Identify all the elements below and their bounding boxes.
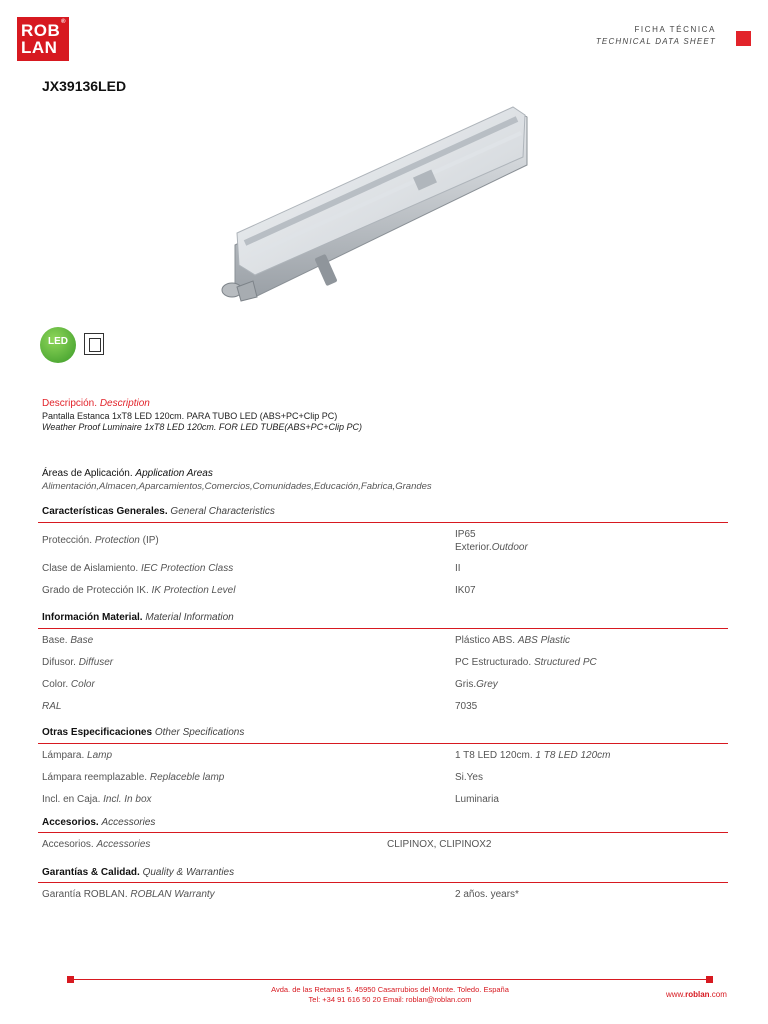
spec-label (42, 701, 61, 712)
logo-line-1: ROB (21, 21, 61, 40)
spec-value: Si.Yes (455, 772, 483, 783)
header-accent-square (736, 31, 751, 46)
spec-label-en: Accessories (96, 839, 151, 850)
section-general-title (42, 506, 275, 517)
areas-label-en: Application Areas (135, 468, 213, 479)
section-material-title (42, 612, 234, 623)
spec-label (42, 750, 112, 761)
spec-label-es: Lámpara. (42, 750, 85, 761)
spec-label-es: Protección. (42, 535, 93, 546)
header-title-es: FICHA TÉCNICA (634, 25, 716, 34)
spec-value: 2 años. years* (455, 889, 519, 900)
spec-value-en: Structured PC (533, 657, 597, 668)
description-label-es: Descripción. (42, 398, 98, 409)
spec-value (455, 750, 610, 761)
section-other-title (42, 727, 244, 738)
spec-label-es: Accesorios. (42, 839, 94, 850)
section-divider (38, 882, 728, 883)
section-divider (38, 743, 728, 744)
spec-value: Luminaria (455, 794, 499, 805)
spec-value-es: PC Estructurado. (455, 657, 532, 668)
spec-value: CLIPINOX, CLIPINOX2 (387, 839, 492, 850)
section-general-title-en: General Characteristics (170, 506, 275, 517)
spec-value-es: Gris. (455, 679, 477, 690)
spec-label-en: Diffuser (78, 657, 114, 668)
footer-marker-left (67, 976, 74, 983)
section-general-title-es: Características Generales. (42, 506, 168, 517)
spec-value-en: 1 T8 LED 120cm (535, 750, 611, 761)
spec-value-en: ABS Plastic (517, 635, 571, 646)
led-badge-label: LED (48, 336, 68, 347)
spec-label-en: Protection (94, 535, 140, 546)
spec-value: II (455, 563, 461, 574)
spec-label-en: Lamp (87, 750, 113, 761)
spec-label-es: Difusor. (42, 657, 76, 668)
spec-value: 7035 (455, 701, 478, 712)
spec-label-en: Incl. In box (103, 794, 152, 805)
footer-contact: Tel: +34 91 616 50 20 Email: roblan@roblan.com (308, 995, 472, 1004)
spec-value (455, 542, 528, 553)
spec-label-es: Color. (42, 679, 69, 690)
section-other-title-en: Other Specifications (154, 727, 245, 738)
spec-label-es: Grado de Protección IK. (42, 585, 149, 596)
led-badge-icon (40, 327, 76, 363)
footer-website-brand: roblan (685, 990, 710, 999)
spec-value-es: Exterior. (455, 542, 492, 553)
spec-label (42, 794, 152, 805)
spec-label (42, 889, 215, 900)
spec-label-extra: (IP) (142, 535, 159, 546)
section-divider (38, 628, 728, 629)
section-accessories-title (42, 817, 155, 828)
spec-label (42, 563, 233, 574)
footer-website-link[interactable] (666, 990, 727, 999)
product-image (215, 105, 535, 310)
section-divider (38, 832, 728, 833)
areas-label-es: Áreas de Aplicación. (42, 468, 133, 479)
section-divider (38, 522, 728, 523)
footer-divider (70, 979, 710, 980)
spec-value: IP65 (455, 529, 476, 540)
section-warranty-title-en: Quality & Warranties (142, 867, 235, 878)
spec-value-es: 1 T8 LED 120cm. (455, 750, 533, 761)
spec-label-en: RAL (42, 701, 62, 712)
spec-label-en: Color (70, 679, 95, 690)
section-other-title-es: Otras Especificaciones (42, 727, 153, 738)
spec-label (42, 585, 235, 596)
section-material-title-en: Material Information (145, 612, 234, 623)
spec-label (42, 657, 113, 668)
spec-label (42, 635, 93, 646)
section-accessories-title-en: Accessories (101, 817, 156, 828)
spec-label-es: Clase de Aislamiento. (42, 563, 139, 574)
description-text-es: Pantalla Estanca 1xT8 LED 120cm. PARA TUBO LED (ABS+PC+Clip PC) (42, 411, 338, 421)
spec-label-es: Garantía ROBLAN. (42, 889, 128, 900)
spec-label-en: IEC Protection Class (140, 563, 234, 574)
spec-label-es: Incl. en Caja. (42, 794, 101, 805)
description-text-en: Weather Proof Luminaire 1xT8 LED 120cm. FOR LED TUBE(ABS+PC+Clip PC) (42, 422, 362, 432)
areas-text: Alimentación,Almacen,Aparcamientos,Comercios,Comunidades,Educación,Fabrica,Grandes (42, 481, 432, 492)
description-label-en: Description (99, 398, 150, 409)
description-heading (42, 398, 150, 409)
section-warranty-title-es: Garantías & Calidad. (42, 867, 140, 878)
spec-value (455, 657, 597, 668)
spec-value (455, 635, 570, 646)
roblan-logo (17, 17, 69, 61)
spec-label-es: Lámpara reemplazable. (42, 772, 148, 783)
footer-website-suffix: .com (709, 990, 727, 999)
spec-value: IK07 (455, 585, 476, 596)
spec-label-en: IK Protection Level (151, 585, 236, 596)
header-title-en: TECHNICAL DATA SHEET (595, 37, 716, 46)
spec-label (42, 772, 224, 783)
areas-heading (42, 468, 213, 479)
logo-line-2: LAN (21, 38, 58, 57)
spec-value (455, 679, 498, 690)
section-warranty-title (42, 867, 234, 878)
product-code: JX39136LED (42, 78, 127, 94)
class-ii-icon (84, 333, 104, 355)
spec-label-es: Base. (42, 635, 68, 646)
spec-label-en: Replaceble lamp (149, 772, 225, 783)
footer-marker-right (706, 976, 713, 983)
spec-label (42, 679, 95, 690)
spec-value-en: Outdoor (491, 542, 528, 553)
spec-label (42, 839, 150, 850)
section-material-title-es: Información Material. (42, 612, 143, 623)
spec-value-es: Plástico ABS. (455, 635, 516, 646)
logo-registered-mark: ® (61, 19, 66, 25)
footer-website-prefix: www. (666, 990, 686, 999)
spec-label-en: Base (70, 635, 94, 646)
footer-address: Avda. de las Retamas 5. 45950 Casarrubios del Monte. Toledo. España (271, 985, 509, 994)
spec-label (42, 535, 159, 546)
section-accessories-title-es: Accesorios. (42, 817, 99, 828)
spec-value-en: Grey (476, 679, 498, 690)
spec-label-en: ROBLAN Warranty (130, 889, 215, 900)
